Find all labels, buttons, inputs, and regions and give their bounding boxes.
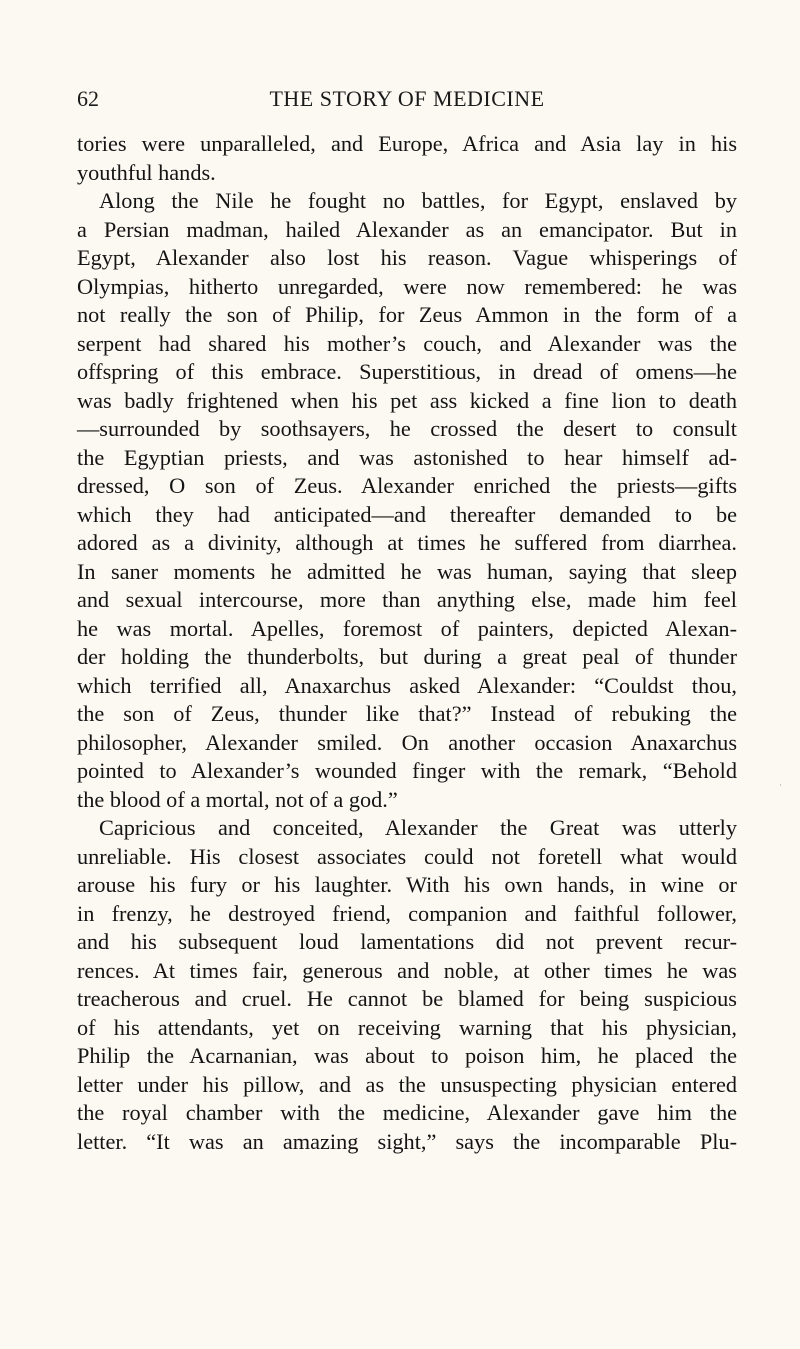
text-line: unreliable. His closest associates could not foretell what would [77, 843, 737, 869]
text-line: Capricious and conceited, Alexander the Great was utterly [99, 815, 737, 840]
text-line: adored as a divinity, although at times he suffered from diarrhea. [77, 530, 737, 555]
text-line: philosopher, Alexander smiled. On another occasion Anaxarchus [77, 729, 737, 755]
text-line: youthful hands. [77, 159, 216, 185]
text-line: the royal chamber with the medicine, Alexander gave him the [77, 1100, 737, 1125]
text-line: der holding the thunderbolts, but during a great peal of thunder [77, 644, 737, 669]
text-line: and his subsequent loud lamentations did not prevent recur- [77, 929, 737, 954]
body-text [77, 130, 737, 1156]
text-line: he was mortal. Apelles, foremost of painters, depicted Alexan- [77, 615, 737, 641]
text-line: dressed, O son of Zeus. Alexander enriched the priests—gifts [77, 473, 737, 498]
text-line: letter under his pillow, and as the unsuspecting physician entered [77, 1071, 737, 1097]
page-header [77, 86, 737, 116]
text-line: serpent had shared his mother’s couch, and Alexander was the [77, 330, 737, 356]
paragraph [77, 187, 737, 814]
text-line: not really the son of Philip, for Zeus Ammon in the form of a [77, 302, 737, 327]
text-line: the blood of a mortal, not of a god.” [77, 786, 398, 812]
running-title: THE STORY OF MEDICINE [269, 86, 545, 111]
text-line: which they had anticipated—and thereafter demanded to be [77, 501, 737, 527]
text-line: pointed to Alexander’s wounded finger with the remark, “Behold [77, 758, 737, 783]
text-line: Along the Nile he fought no battles, for Egypt, enslaved by [99, 188, 737, 213]
text-line: treacherous and cruel. He cannot be blamed for being suspicious [77, 986, 737, 1011]
text-line: Olympias, hitherto unregarded, were now remembered: he was [77, 273, 737, 299]
text-line: rences. At times fair, generous and noble, at other times he was [77, 957, 737, 983]
text-line: arouse his fury or his laughter. With his own hands, in wine or [77, 872, 737, 897]
text-line: the son of Zeus, thunder like that?” Instead of rebuking the [77, 701, 737, 726]
paragraph [77, 130, 737, 187]
page-number: 62 [77, 86, 99, 111]
margin-mark: · [779, 781, 782, 791]
text-line: which terrified all, Anaxarchus asked Alexander: “Couldst thou, [77, 672, 737, 698]
text-line: letter. “It was an amazing sight,” says the incomparable Plu- [77, 1128, 737, 1154]
text-line: of his attendants, yet on receiving warning that his physician, [77, 1014, 737, 1040]
text-line: —surrounded by soothsayers, he crossed the desert to consult [77, 416, 737, 441]
paragraph [77, 814, 737, 1156]
text-line: was badly frightened when his pet ass kicked a fine lion to death [77, 387, 737, 413]
text-line: In saner moments he admitted he was human, saying that sleep [77, 558, 737, 584]
text-line: Egypt, Alexander also lost his reason. Vague whisperings of [77, 245, 737, 270]
text-line: tories were unparalleled, and Europe, Africa and Asia lay in his [77, 131, 737, 156]
text-line: a Persian madman, hailed Alexander as an emancipator. But in [77, 216, 737, 242]
text-line: offspring of this embrace. Superstitious, in dread of omens—he [77, 359, 737, 384]
text-line: in frenzy, he destroyed friend, companion and faithful follower, [77, 900, 737, 926]
text-line: and sexual intercourse, more than anything else, made him feel [77, 587, 737, 612]
text-line: the Egyptian priests, and was astonished to hear himself ad- [77, 444, 737, 470]
text-line: Philip the Acarnanian, was about to poison him, he placed the [77, 1043, 737, 1068]
